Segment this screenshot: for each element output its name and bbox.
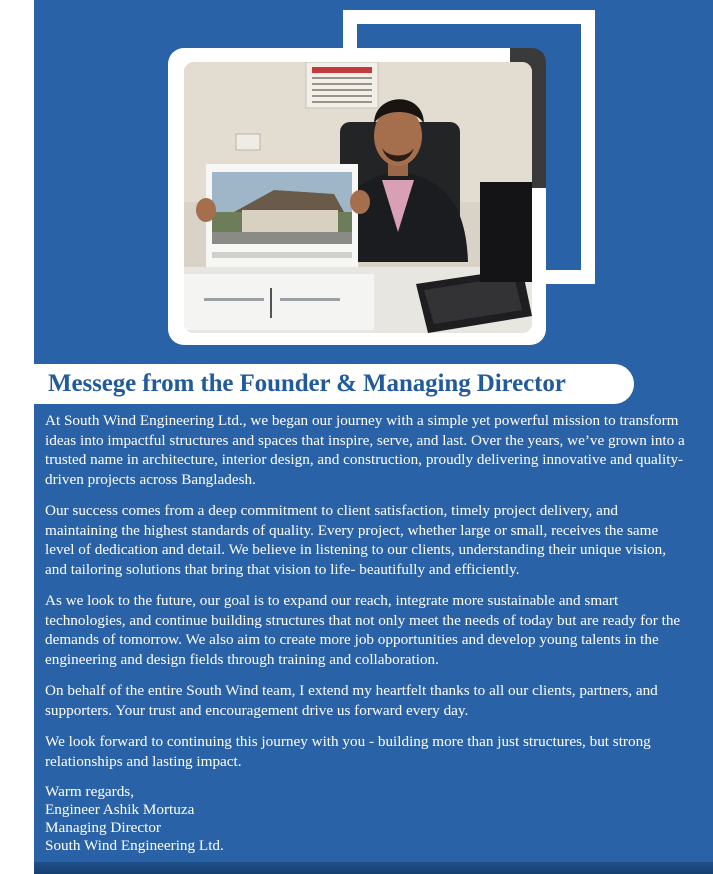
signature-block [45, 783, 685, 855]
signature-company: South Wind Engineering Ltd. [45, 837, 224, 854]
page-title: Messege from the Founder & Managing Director [48, 370, 566, 397]
message-paragraph: We look forward to continuing this journey with you - building more than just structures, but strong relationships and lasting impact. [45, 733, 651, 770]
bottom-strip [34, 862, 713, 874]
title-banner [34, 364, 634, 404]
message-paragraph: At South Wind Engineering Ltd., we began our journey with a simple yet powerful mission to transform ideas into impactful structures and spaces that inspire, serve, and last. Over the years, we’ve grown into a trusted name in architecture, interior design, and construction, proudly delivering innovative and quality-driven projects across Bangladesh. [45, 412, 685, 488]
signature-role: Managing Director [45, 819, 161, 836]
signature-closing: Warm regards, [45, 783, 135, 800]
signature-name: Engineer Ashik Mortuza [45, 801, 195, 818]
house-rendering [206, 164, 358, 274]
message-paragraph: Our success comes from a deep commitment to client satisfaction, timely project delivery, and maintaining the highest standards of quality. Every project, whether large or small, receives the same level of dedication and detail. We believe in listening to our clients, understanding their unique vision, and tailoring solutions that bring that vision to life- beautifully and efficiently. [45, 502, 667, 578]
founder-photo [184, 62, 532, 333]
desk-paper [184, 274, 374, 330]
message-body [45, 411, 685, 855]
message-paragraph: As we look to the future, our goal is to expand our reach, integrate more sustainable and smart technologies, and continue building structures that not only meet the needs of today but are ready for the demands of tomorrow. We also aim to create more job opportunities and develop young talents in the engineering and design fields through training and collaboration. [45, 592, 681, 668]
message-paragraph: On behalf of the entire South Wind team, I extend my heartfelt thanks to all our clients, partners, and supporters. Your trust and encouragement drive us forward every day. [45, 682, 658, 719]
